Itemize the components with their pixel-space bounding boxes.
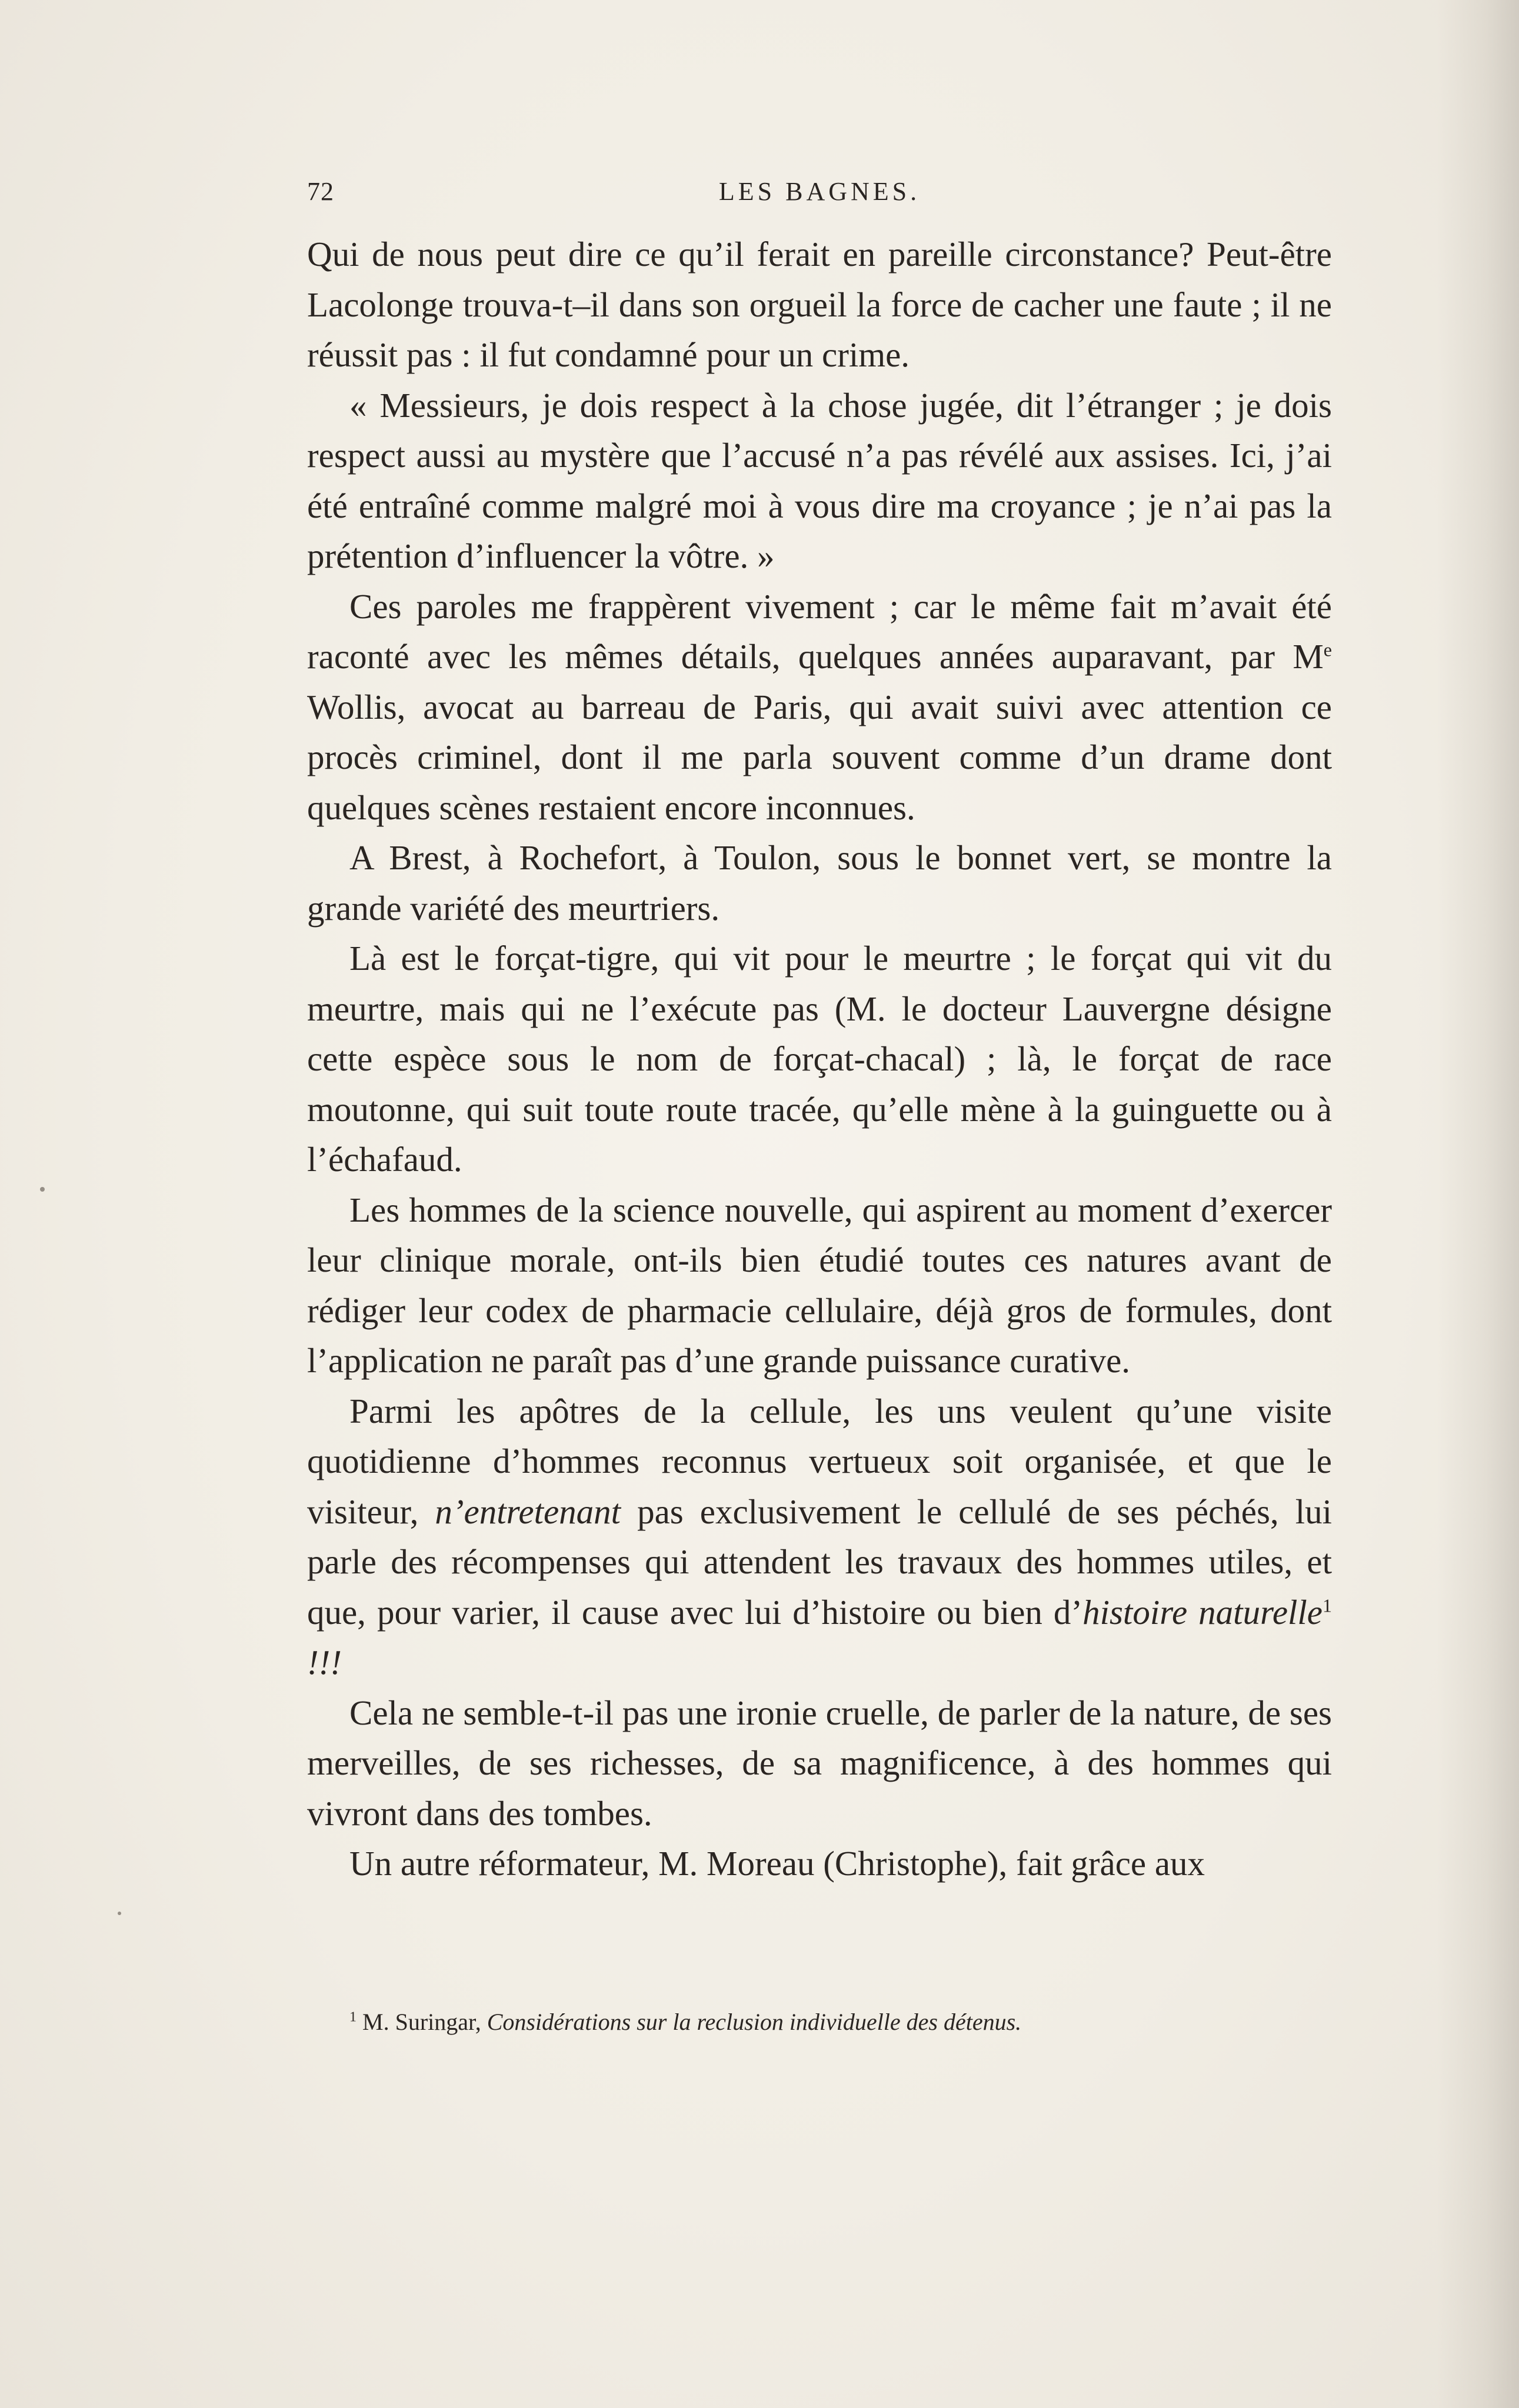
paragraph-6: Les hommes de la science nouvelle, qui aspirent au moment d’exercer leur clinique morale, ont-ils bien étudié toutes ces natures avant de rédiger leur codex de pharmacie cellulaire, déjà gros de formules, dont l’application ne paraît pas d’une grande puissance curative. bbox=[307, 1190, 1332, 1380]
running-title: LES BAGNES. bbox=[718, 177, 921, 206]
paragraph-2: « Messieurs, je dois respect à la chose jugée, dit l’étranger ; je dois respect aussi au mystère que l’accusé n’a pas révélé aux assises. Ici, j’ai été entraîné comme malgré moi à vous dire ma croyance ; je n’ai pas la prétention d’influencer la vôtre. » bbox=[307, 385, 1332, 575]
paragraph-7-text-b: pas exclusivement le cellulé de ses péchés, lui parle des récompenses qui attendent les travaux des hommes utiles, et que, pour varier, il cause avec lui d’histoire ou bien d’ bbox=[307, 1492, 1333, 1632]
footnote bbox=[307, 2006, 1332, 2039]
superscript-e: e bbox=[1323, 639, 1332, 661]
page-edge-shadow bbox=[1437, 0, 1519, 2408]
paragraph-7-text-a: Parmi les apôtres de la cellule, les uns veulent qu’une visite quotidienne d’hommes reconnus vertueux soit organisée, et que le visiteur, bbox=[307, 1391, 1332, 1531]
paragraph-5: Là est le forçat-tigre, qui vit pour le meurtre ; le forçat qui vit du meurtre, mais qui ne l’exécute pas (M. le docteur Lauvergne désigne cette espèce sous le nom de forçat-chacal) ; là, le forçat de race moutonne, qui suit toute route tracée, qu’elle mène à la guinguette ou à l’échafaud. bbox=[307, 939, 1332, 1179]
paragraph-1: Qui de nous peut dire ce qu’il ferait en pareille circonstance? Peut-être Lacolonge trouva-t–il dans son orgueil la force de cacher une faute ; il ne réussit pas : il fut condamné pour un crime. bbox=[307, 235, 1332, 374]
footnote-title: Considérations sur la reclusion individuelle des détenus. bbox=[487, 2009, 1022, 2035]
italic-phrase: histoire naturelle bbox=[1082, 1592, 1323, 1632]
footnote-number: 1 bbox=[349, 2009, 357, 2025]
paragraph-3-text-a: Ces paroles me frappèrent vivement ; car le même fait m’avait été raconté avec les mêmes détails, quelques années auparavant, par M bbox=[307, 586, 1332, 676]
paragraph-3-text-b: Wollis, avocat au barreau de Paris, qui avait suivi avec attention ce procès criminel, dont il me parla souvent comme d’un drame dont quelques scènes restaient encore inconnues. bbox=[307, 687, 1332, 827]
paragraph-7-text-c: !!! bbox=[307, 1643, 342, 1682]
footnote-author: M. Suringar, bbox=[357, 2009, 487, 2035]
page-number: 72 bbox=[307, 177, 334, 206]
paragraph-9: Un autre réformateur, M. Moreau (Christophe), fait grâce aux bbox=[349, 1844, 1205, 1883]
body-text bbox=[307, 229, 1332, 1889]
page-header bbox=[307, 176, 1332, 218]
paragraph-8: Cela ne semble-t-il pas une ironie cruelle, de parler de la nature, de ses merveilles, de ses richesses, de sa magnificence, à des hommes qui vivront dans des tombes. bbox=[307, 1693, 1332, 1833]
ink-speck bbox=[40, 1187, 45, 1192]
footnote-marker: 1 bbox=[1323, 1594, 1332, 1616]
paragraph-3 bbox=[307, 582, 1332, 833]
paragraph-4: A Brest, à Rochefort, à Toulon, sous le bonnet vert, se montre la grande variété des meurtriers. bbox=[307, 838, 1332, 928]
italic-phrase: n’entretenant bbox=[435, 1492, 621, 1531]
paragraph-7 bbox=[307, 1386, 1332, 1688]
ink-speck bbox=[118, 1912, 121, 1915]
